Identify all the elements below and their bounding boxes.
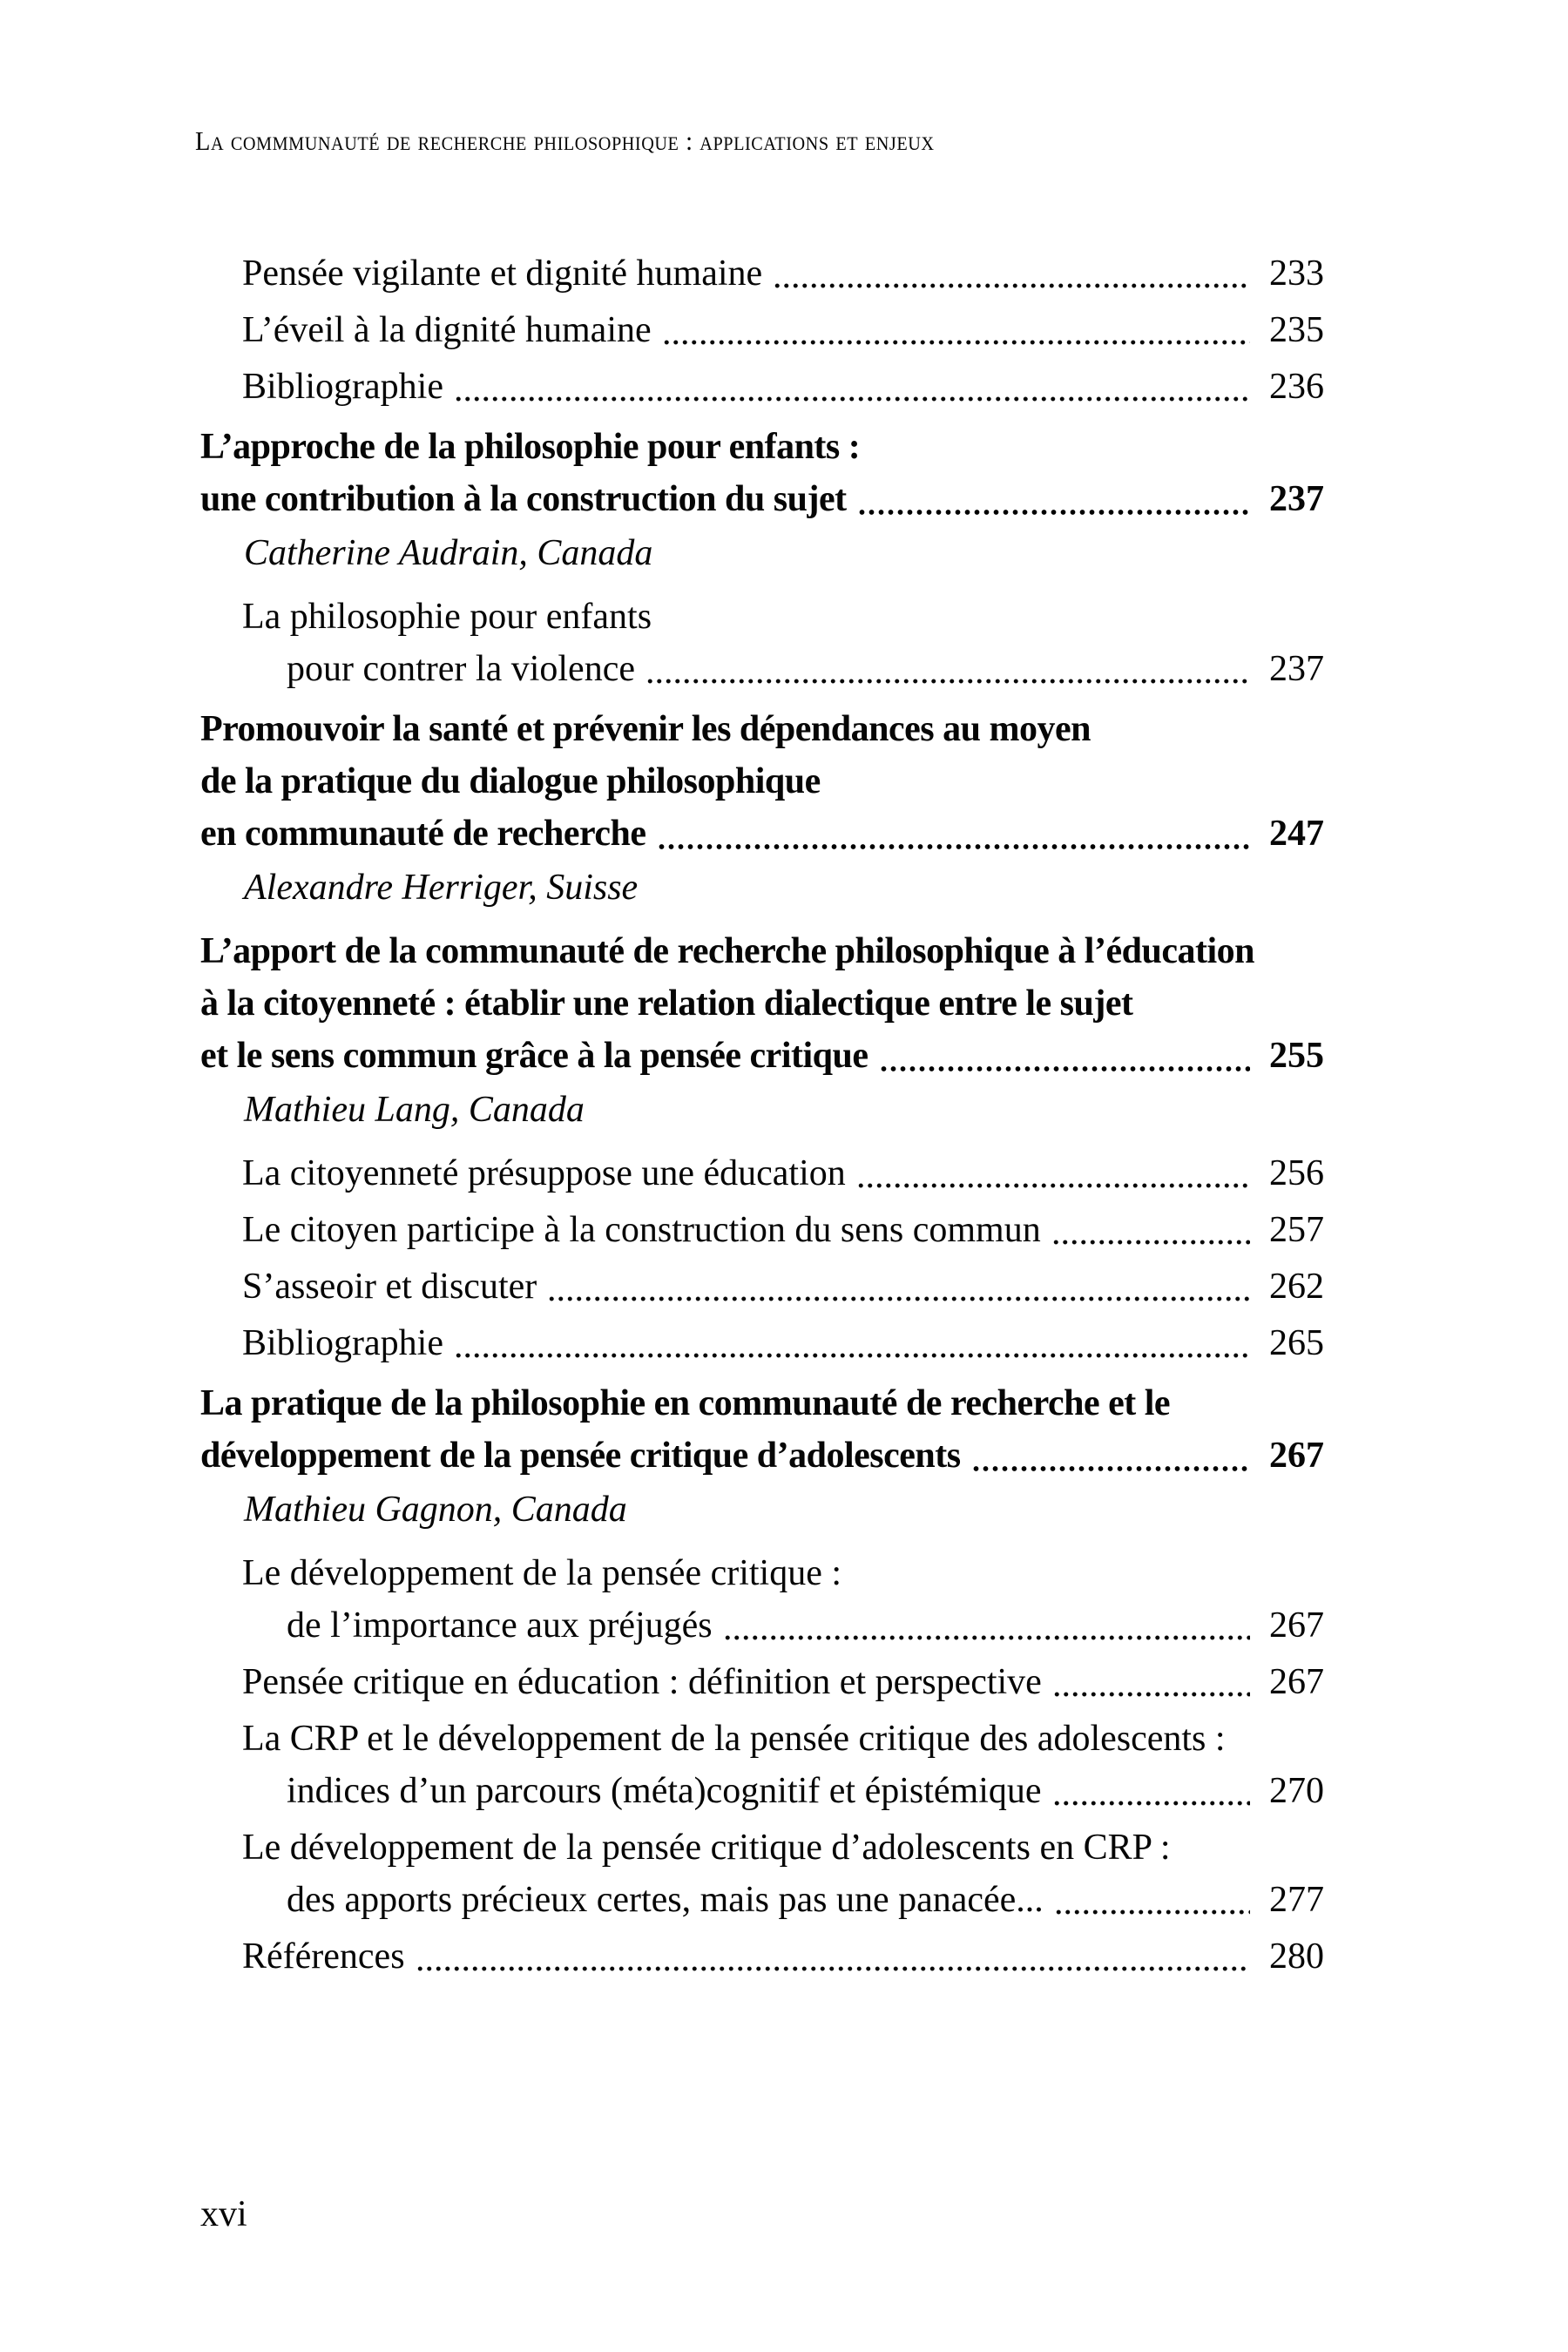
toc-entry-title: Le citoyen participe à la construction du sens commun	[242, 1210, 1041, 1250]
running-header: La commmunauté de recherche philosophique : applications et enjeux	[195, 125, 935, 156]
dot-leader	[723, 1634, 1250, 1641]
toc-entry-title: une contribution à la construction du sujet	[200, 479, 847, 519]
toc-line	[242, 1599, 1324, 1652]
toc-line	[242, 247, 1324, 300]
toc-entry-title: Bibliographie	[242, 367, 443, 407]
toc-entry-section	[200, 1930, 1324, 1983]
toc-entry-section	[200, 1713, 1324, 1817]
page-number: 233	[1269, 253, 1324, 294]
toc-entry-title: La pratique de la philosophie en communauté de recherche et le	[200, 1383, 1171, 1423]
page-number: 267	[1269, 1436, 1324, 1476]
page-number: 265	[1269, 1323, 1324, 1363]
toc-entry-title: indices d’un parcours (méta)cognitif et épistémique	[287, 1771, 1042, 1811]
toc-entry-title: Le développement de la pensée critique d’adolescents en CRP :	[242, 1828, 1171, 1868]
toc-entry-chapter	[200, 925, 1324, 1136]
toc-entry-title: à la citoyenneté : établir une relation dialectique entre le sujet	[200, 983, 1133, 1024]
dot-leader	[856, 1182, 1250, 1189]
author-name: Alexandre Herriger, Suisse	[244, 868, 639, 908]
toc-line	[200, 473, 1324, 525]
page-number: 262	[1269, 1267, 1324, 1307]
toc-entry-section	[200, 1147, 1324, 1200]
dot-leader	[454, 395, 1250, 402]
page-number: 267	[1269, 1605, 1324, 1646]
toc-entry-title: L’approche de la philosophie pour enfants :	[200, 427, 861, 467]
toc-line	[242, 1874, 1324, 1926]
author-name: Mathieu Gagnon, Canada	[244, 1490, 627, 1530]
page-number: 237	[1269, 649, 1324, 689]
toc-line	[242, 1260, 1324, 1313]
page-number: 270	[1269, 1771, 1324, 1811]
dot-leader	[1052, 1800, 1250, 1807]
dot-leader	[547, 1295, 1250, 1302]
toc-entry-title: pour contrer la violence	[287, 649, 635, 689]
dot-leader	[971, 1465, 1250, 1472]
toc-line	[242, 1930, 1324, 1983]
toc-entry-chapter	[200, 703, 1324, 914]
toc-entry-chapter	[200, 1377, 1324, 1536]
page-number: 236	[1269, 367, 1324, 407]
dot-leader	[657, 843, 1250, 850]
toc-entry-title: et le sens commun grâce à la pensée critique	[200, 1036, 868, 1076]
dot-leader	[645, 678, 1250, 685]
toc-entry-section	[200, 1547, 1324, 1652]
dot-leader	[1051, 1239, 1250, 1246]
toc-entry-section	[200, 247, 1324, 300]
toc-entry-title: L’apport de la communauté de recherche philosophique à l’éducation	[200, 931, 1254, 971]
page-number: 256	[1269, 1153, 1324, 1193]
dot-leader	[879, 1065, 1250, 1072]
toc-line	[242, 1147, 1324, 1200]
toc-line	[242, 361, 1324, 413]
toc-entry-title: Pensée vigilante et dignité humaine	[242, 253, 763, 294]
toc-entry-chapter	[200, 421, 1324, 579]
page-number: 235	[1269, 310, 1324, 350]
dot-leader	[857, 509, 1250, 516]
toc-entry-section	[200, 1656, 1324, 1708]
toc-line	[242, 304, 1324, 356]
page-number: 280	[1269, 1936, 1324, 1977]
toc-entry-section	[200, 1260, 1324, 1313]
toc-entry-section	[200, 361, 1324, 413]
folio-page-number: xvi	[200, 2194, 247, 2234]
toc-line	[242, 1656, 1324, 1708]
toc-entry-title: des apports précieux certes, mais pas une panacée...	[287, 1880, 1044, 1920]
toc-entry-title: Bibliographie	[242, 1323, 443, 1363]
toc-entry-title: Le développement de la pensée critique :	[242, 1553, 842, 1593]
toc-entry-title: La philosophie pour enfants	[242, 597, 652, 637]
toc-line	[242, 643, 1324, 695]
dot-leader	[454, 1352, 1250, 1359]
author-name: Mathieu Lang, Canada	[244, 1090, 585, 1130]
toc-entry-title: La citoyenneté présuppose une éducation	[242, 1153, 846, 1193]
toc-entry-title: L’éveil à la dignité humaine	[242, 310, 652, 350]
toc-entry-title: La CRP et le développement de la pensée critique des adolescents :	[242, 1719, 1226, 1759]
dot-leader	[773, 282, 1250, 289]
author-name: Catherine Audrain, Canada	[244, 533, 653, 573]
page-number: 237	[1269, 479, 1324, 519]
toc-entry-title: Références	[242, 1936, 405, 1977]
page-number: 257	[1269, 1210, 1324, 1250]
dot-leader	[1054, 1909, 1250, 1916]
toc-entry-title: de la pratique du dialogue philosophique	[200, 761, 821, 801]
toc-entry-section	[200, 1821, 1324, 1926]
toc-entry-section	[200, 591, 1324, 695]
page-number: 277	[1269, 1880, 1324, 1920]
toc-entry-title: Promouvoir la santé et prévenir les dépendances au moyen	[200, 709, 1091, 749]
toc-entry-title: S’asseoir et discuter	[242, 1267, 537, 1307]
page-number: 267	[1269, 1662, 1324, 1702]
toc-entry-title: en communauté de recherche	[200, 814, 646, 854]
toc-line	[242, 1317, 1324, 1369]
toc-line	[200, 1030, 1324, 1082]
dot-leader	[416, 1965, 1250, 1972]
toc-line	[200, 808, 1324, 860]
dot-leader	[1052, 1691, 1250, 1698]
toc-entry-section	[200, 1204, 1324, 1256]
toc-entry-section	[200, 1317, 1324, 1369]
toc-entry-title: développement de la pensée critique d’adolescents	[200, 1436, 961, 1476]
toc-entry-section	[200, 304, 1324, 356]
dot-leader	[662, 339, 1250, 346]
toc-line	[242, 1765, 1324, 1817]
page-number: 255	[1269, 1036, 1324, 1076]
toc-entry-title: de l’importance aux préjugés	[287, 1605, 713, 1646]
toc-line	[200, 1429, 1324, 1482]
page-number: 247	[1269, 814, 1324, 854]
toc-entry-title: Pensée critique en éducation : définition et perspective	[242, 1662, 1042, 1702]
toc-line	[242, 1204, 1324, 1256]
table-of-contents	[200, 247, 1324, 1987]
